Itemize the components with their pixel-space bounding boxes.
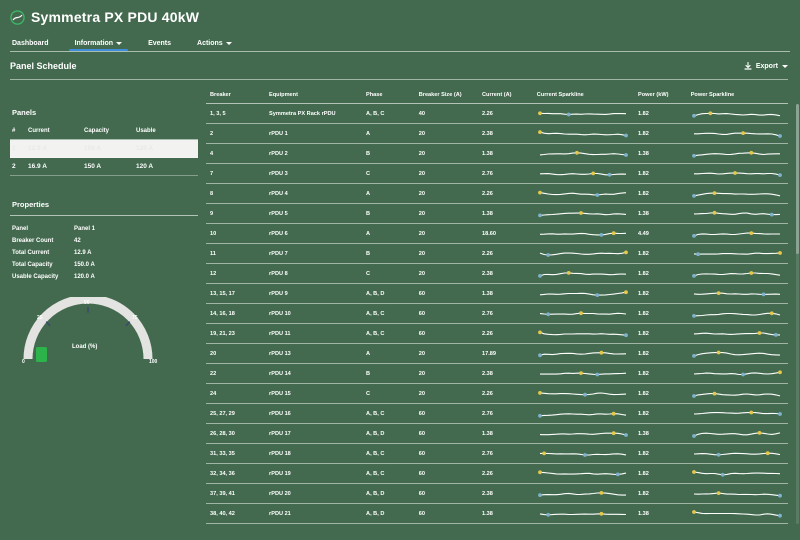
cell-power: 1.82: [634, 384, 687, 404]
cell-power-sparkline: [687, 324, 788, 344]
property-label: Usable Capacity: [12, 274, 59, 280]
property-label: Total Capacity: [12, 262, 53, 268]
nav-label-events: Events: [148, 40, 172, 47]
cell-breaker: 32, 34, 36: [206, 464, 265, 484]
panels-cell-number: 2: [10, 158, 26, 176]
cell-phase: A, B, D: [362, 424, 415, 444]
cell-power: 1.82: [634, 104, 687, 124]
cell-phase: A, B, C: [362, 444, 415, 464]
page-titlebar: [0, 52, 800, 79]
properties-divider: [10, 215, 198, 216]
cell-current-sparkline: [533, 384, 634, 404]
cell-breaker: 14, 16, 18: [206, 304, 265, 324]
cell-breaker: 13, 15, 17: [206, 284, 265, 304]
nav-label-actions: Actions: [197, 40, 223, 47]
cell-phase: A, B, C: [362, 404, 415, 424]
cell-current: 1.38: [478, 204, 533, 224]
panels-cell-current: 12.9 A: [26, 140, 82, 158]
panels-cell-current: 16.9 A: [26, 158, 82, 176]
vertical-scrollbar[interactable]: [796, 104, 799, 524]
cell-power: 1.82: [634, 324, 687, 344]
table-row[interactable]: [206, 244, 788, 264]
cell-equipment: rPDU 20: [265, 484, 362, 504]
nav-label-information: Information: [74, 40, 114, 47]
nav-item-information[interactable]: [75, 40, 123, 50]
cell-breaker-size: 60: [415, 284, 478, 304]
gauge-label: Load (%): [72, 344, 98, 350]
nav-item-events[interactable]: [148, 40, 171, 50]
panels-cell-capacity: 150 A: [82, 140, 134, 158]
panel-schedule-title: Panel Schedule: [10, 61, 77, 71]
schedule-header-row: [206, 90, 788, 104]
scrollbar-thumb[interactable]: [796, 104, 799, 254]
cell-breaker: 31, 33, 35: [206, 444, 265, 464]
cell-breaker-size: 20: [415, 204, 478, 224]
cell-current-sparkline: [533, 264, 634, 284]
cell-equipment: rPDU 3: [265, 164, 362, 184]
table-row[interactable]: [206, 164, 788, 184]
main-nav: [12, 32, 790, 50]
chevron-down-icon: [782, 65, 788, 68]
cell-equipment: rPDU 2: [265, 144, 362, 164]
cell-current: 2.26: [478, 384, 533, 404]
cell-equipment: rPDU 11: [265, 324, 362, 344]
cell-current: 2.38: [478, 264, 533, 284]
cell-breaker: 22: [206, 364, 265, 384]
page-body: [0, 80, 800, 524]
cell-equipment: rPDU 6: [265, 224, 362, 244]
table-row[interactable]: [206, 284, 788, 304]
cell-breaker: 7: [206, 164, 265, 184]
cell-breaker-size: 20: [415, 224, 478, 244]
cell-current: 1.38: [478, 424, 533, 444]
property-panel: [10, 223, 198, 235]
cell-breaker-size: 20: [415, 184, 478, 204]
cell-current-sparkline: [533, 184, 634, 204]
cell-breaker-size: 60: [415, 484, 478, 504]
cell-equipment: rPDU 16: [265, 404, 362, 424]
cell-phase: A, B, C: [362, 304, 415, 324]
cell-power-sparkline: [687, 504, 788, 524]
cell-current: 2.38: [478, 484, 533, 504]
cell-current-sparkline: [533, 164, 634, 184]
cell-current-sparkline: [533, 504, 634, 524]
cell-power: 1.82: [634, 464, 687, 484]
cell-current-sparkline: [533, 304, 634, 324]
cell-equipment: Symmetra PX Rack rPDU: [265, 104, 362, 124]
table-row[interactable]: [206, 204, 788, 224]
table-row[interactable]: [206, 184, 788, 204]
cell-current: 2.38: [478, 124, 533, 144]
cell-power-sparkline: [687, 104, 788, 124]
cell-current-sparkline: [533, 284, 634, 304]
cell-breaker-size: 20: [415, 264, 478, 284]
property-value: 120.0 A: [74, 274, 95, 280]
cell-phase: A: [362, 184, 415, 204]
table-row[interactable]: [206, 444, 788, 464]
panel-schedule-table-wrap: [206, 90, 788, 524]
cell-phase: A, B, D: [362, 504, 415, 524]
cell-current: 2.76: [478, 404, 533, 424]
cell-equipment: rPDU 21: [265, 504, 362, 524]
panels-cell-usable: 120 A: [134, 158, 198, 176]
cell-power-sparkline: [687, 164, 788, 184]
cell-current: 2.38: [478, 364, 533, 384]
cell-phase: A, B, C: [362, 464, 415, 484]
cell-power-sparkline: [687, 364, 788, 384]
chevron-down-icon: [226, 42, 232, 45]
cell-current-sparkline: [533, 444, 634, 464]
cell-breaker: 19, 21, 23: [206, 324, 265, 344]
cell-power: 1.82: [634, 364, 687, 384]
cell-breaker: 4: [206, 144, 265, 164]
table-row[interactable]: [206, 224, 788, 244]
cell-power: 1.82: [634, 124, 687, 144]
cell-breaker-size: 20: [415, 344, 478, 364]
cell-breaker: 8: [206, 184, 265, 204]
table-row[interactable]: [206, 484, 788, 504]
table-row[interactable]: [206, 264, 788, 284]
cell-breaker: 12: [206, 264, 265, 284]
property-total-current: [10, 247, 198, 259]
property-total-capacity: [10, 259, 198, 271]
property-value: Panel 1: [74, 226, 96, 232]
table-row[interactable]: [206, 364, 788, 384]
cell-power-sparkline: [687, 244, 788, 264]
cell-equipment: rPDU 9: [265, 284, 362, 304]
svg-text:0: 0: [22, 359, 25, 365]
cell-phase: C: [362, 384, 415, 404]
cell-breaker: 24: [206, 384, 265, 404]
cell-power: 1.82: [634, 284, 687, 304]
panels-section-title: Panels: [12, 108, 37, 117]
cell-current-sparkline: [533, 204, 634, 224]
cell-phase: C: [362, 264, 415, 284]
cell-power-sparkline: [687, 384, 788, 404]
cell-current: 2.26: [478, 324, 533, 344]
panel-schedule-table: [206, 90, 788, 524]
cell-current: 18.60: [478, 224, 533, 244]
cell-power-sparkline: [687, 444, 788, 464]
panels-row[interactable]: [10, 158, 198, 176]
cell-phase: A, B, C: [362, 324, 415, 344]
panels-cell-capacity: 150 A: [82, 158, 134, 176]
cell-breaker: 2: [206, 124, 265, 144]
load-gauge: [10, 297, 198, 369]
cell-power: 1.38: [634, 504, 687, 524]
cell-breaker-size: 60: [415, 444, 478, 464]
panels-row-selected[interactable]: [10, 140, 198, 158]
cell-power: 1.82: [634, 304, 687, 324]
cell-phase: A: [362, 344, 415, 364]
cell-breaker: 11: [206, 244, 265, 264]
table-row[interactable]: [206, 324, 788, 344]
cell-breaker-size: 20: [415, 144, 478, 164]
cell-power-sparkline: [687, 224, 788, 244]
cell-breaker-size: 20: [415, 364, 478, 384]
cell-current-sparkline: [533, 144, 634, 164]
cell-breaker-size: 20: [415, 164, 478, 184]
panels-col-number[interactable]: #: [10, 125, 26, 140]
cell-phase: B: [362, 244, 415, 264]
cell-power-sparkline: [687, 264, 788, 284]
property-label: Breaker Count: [12, 238, 54, 244]
cell-equipment: rPDU 1: [265, 124, 362, 144]
table-row[interactable]: [206, 504, 788, 524]
nav-item-actions[interactable]: [197, 40, 232, 50]
property-breaker-count: [10, 235, 198, 247]
property-label: Panel: [12, 226, 29, 232]
schedule-col-breaker[interactable]: Breaker: [206, 90, 265, 104]
table-row[interactable]: [206, 464, 788, 484]
cell-current-sparkline: [533, 424, 634, 444]
cell-current: 1.38: [478, 504, 533, 524]
cell-breaker: 26, 28, 30: [206, 424, 265, 444]
panels-header-row: [10, 125, 198, 140]
cell-power-sparkline: [687, 424, 788, 444]
cell-power-sparkline: [687, 344, 788, 364]
cell-current-sparkline: [533, 324, 634, 344]
cell-phase: B: [362, 204, 415, 224]
cell-power-sparkline: [687, 484, 788, 504]
cell-current: 17.89: [478, 344, 533, 364]
cell-power-sparkline: [687, 304, 788, 324]
app-header: [0, 0, 800, 50]
cell-power: 4.49: [634, 224, 687, 244]
cell-breaker: 20: [206, 344, 265, 364]
panels-col-current[interactable]: Current: [26, 125, 82, 140]
cell-equipment: rPDU 5: [265, 204, 362, 224]
cell-equipment: rPDU 8: [265, 264, 362, 284]
table-row[interactable]: [206, 384, 788, 404]
cell-power-sparkline: [687, 284, 788, 304]
cell-current: 1.38: [478, 144, 533, 164]
page-title: Symmetra PX PDU 40kW: [31, 9, 200, 25]
svg-text:50: 50: [84, 300, 90, 306]
panels-col-capacity[interactable]: Capacity: [82, 125, 134, 140]
schedule-col-breaker-size[interactable]: Breaker Size (A): [415, 90, 478, 104]
cell-power: 1.82: [634, 264, 687, 284]
cell-breaker: 10: [206, 224, 265, 244]
export-label: Export: [755, 62, 778, 70]
cell-current-sparkline: [533, 104, 634, 124]
property-label: Total Current: [12, 250, 50, 256]
cell-equipment: rPDU 10: [265, 304, 362, 324]
cell-current-sparkline: [533, 124, 634, 144]
cell-equipment: rPDU 7: [265, 244, 362, 264]
cell-power: 1.38: [634, 144, 687, 164]
cell-power-sparkline: [687, 464, 788, 484]
cell-phase: B: [362, 144, 415, 164]
panels-cell-number: 1: [10, 140, 26, 158]
schedule-col-equipment[interactable]: Equipment: [265, 90, 362, 104]
cell-power: 1.38: [634, 424, 687, 444]
svg-text:25: 25: [37, 315, 43, 321]
cell-breaker-size: 20: [415, 124, 478, 144]
schedule-col-phase[interactable]: Phase: [362, 90, 415, 104]
schedule-body: [206, 104, 788, 524]
cell-current-sparkline: [533, 224, 634, 244]
cell-power-sparkline: [687, 204, 788, 224]
cell-current-sparkline: [533, 364, 634, 384]
cell-power-sparkline: [687, 404, 788, 424]
cell-breaker: 38, 40, 42: [206, 504, 265, 524]
panels-col-usable[interactable]: Usable: [134, 125, 198, 140]
cell-power: 1.82: [634, 484, 687, 504]
cell-phase: A: [362, 124, 415, 144]
svg-text:75: 75: [132, 315, 138, 321]
cell-phase: B: [362, 364, 415, 384]
cell-phase: A, B, D: [362, 284, 415, 304]
cell-equipment: rPDU 4: [265, 184, 362, 204]
table-row[interactable]: [206, 424, 788, 444]
cell-current-sparkline: [533, 404, 634, 424]
cell-current-sparkline: [533, 464, 634, 484]
panels-table: [10, 125, 198, 176]
cell-phase: C: [362, 164, 415, 184]
properties-section-title: Properties: [12, 200, 50, 209]
cell-breaker: 25, 27, 29: [206, 404, 265, 424]
cell-equipment: rPDU 15: [265, 384, 362, 404]
cell-breaker-size: 20: [415, 244, 478, 264]
cell-phase: A, B, C: [362, 104, 415, 124]
cell-breaker: 9: [206, 204, 265, 224]
nav-item-dashboard[interactable]: [12, 40, 49, 50]
brand: [10, 6, 790, 28]
properties-list: [10, 223, 198, 283]
table-row[interactable]: [206, 304, 788, 324]
cell-breaker-size: 60: [415, 404, 478, 424]
cell-current: 2.26: [478, 464, 533, 484]
cell-power: 1.82: [634, 164, 687, 184]
cell-current-sparkline: [533, 484, 634, 504]
panels-cell-usable: 120 A: [134, 140, 198, 158]
cell-breaker: 37, 39, 41: [206, 484, 265, 504]
schneider-electric-logo-icon: [10, 10, 25, 25]
schedule-col-power[interactable]: Power (kW): [634, 90, 687, 104]
table-row[interactable]: [206, 344, 788, 364]
cell-breaker: 1, 3, 5: [206, 104, 265, 124]
table-row[interactable]: [206, 404, 788, 424]
cell-current: 2.26: [478, 104, 533, 124]
download-icon: [744, 62, 752, 71]
chevron-down-icon: [116, 42, 122, 45]
schedule-col-power-sparkline[interactable]: Power Sparkline: [687, 90, 788, 104]
table-row[interactable]: [206, 104, 788, 124]
cell-breaker-size: 60: [415, 324, 478, 344]
cell-power: 1.82: [634, 184, 687, 204]
cell-power: 1.82: [634, 404, 687, 424]
cell-breaker-size: 60: [415, 424, 478, 444]
cell-current: 2.26: [478, 244, 533, 264]
cell-power: 1.82: [634, 444, 687, 464]
cell-equipment: rPDU 17: [265, 424, 362, 444]
cell-current: 2.76: [478, 164, 533, 184]
cell-current: 2.26: [478, 184, 533, 204]
cell-power-sparkline: [687, 124, 788, 144]
cell-phase: A, B, D: [362, 484, 415, 504]
cell-power: 1.82: [634, 244, 687, 264]
cell-power-sparkline: [687, 144, 788, 164]
cell-breaker-size: 20: [415, 384, 478, 404]
cell-phase: A: [362, 224, 415, 244]
svg-text:100: 100: [149, 359, 158, 365]
property-value: 150.0 A: [74, 262, 95, 268]
cell-breaker-size: 60: [415, 504, 478, 524]
table-row[interactable]: [206, 144, 788, 164]
cell-breaker-size: 40: [415, 104, 478, 124]
property-usable-capacity: [10, 271, 198, 283]
cell-equipment: rPDU 19: [265, 464, 362, 484]
property-value: 12.9 A: [74, 250, 92, 256]
schedule-col-current[interactable]: Current (A): [478, 90, 533, 104]
cell-current-sparkline: [533, 244, 634, 264]
cell-breaker-size: 60: [415, 464, 478, 484]
cell-current: 2.76: [478, 304, 533, 324]
cell-power: 1.82: [634, 344, 687, 364]
export-button[interactable]: [744, 62, 788, 71]
cell-breaker-size: 60: [415, 304, 478, 324]
schedule-col-current-sparkline[interactable]: Current Sparkline: [533, 90, 634, 104]
left-panel: [10, 90, 198, 524]
cell-equipment: rPDU 14: [265, 364, 362, 384]
property-value: 42: [74, 238, 81, 244]
cell-power-sparkline: [687, 184, 788, 204]
table-row[interactable]: [206, 124, 788, 144]
cell-current: 2.76: [478, 444, 533, 464]
cell-equipment: rPDU 13: [265, 344, 362, 364]
cell-equipment: rPDU 18: [265, 444, 362, 464]
cell-current: 1.38: [478, 284, 533, 304]
cell-current-sparkline: [533, 344, 634, 364]
cell-power: 1.38: [634, 204, 687, 224]
nav-label-dashboard: Dashboard: [12, 40, 49, 47]
